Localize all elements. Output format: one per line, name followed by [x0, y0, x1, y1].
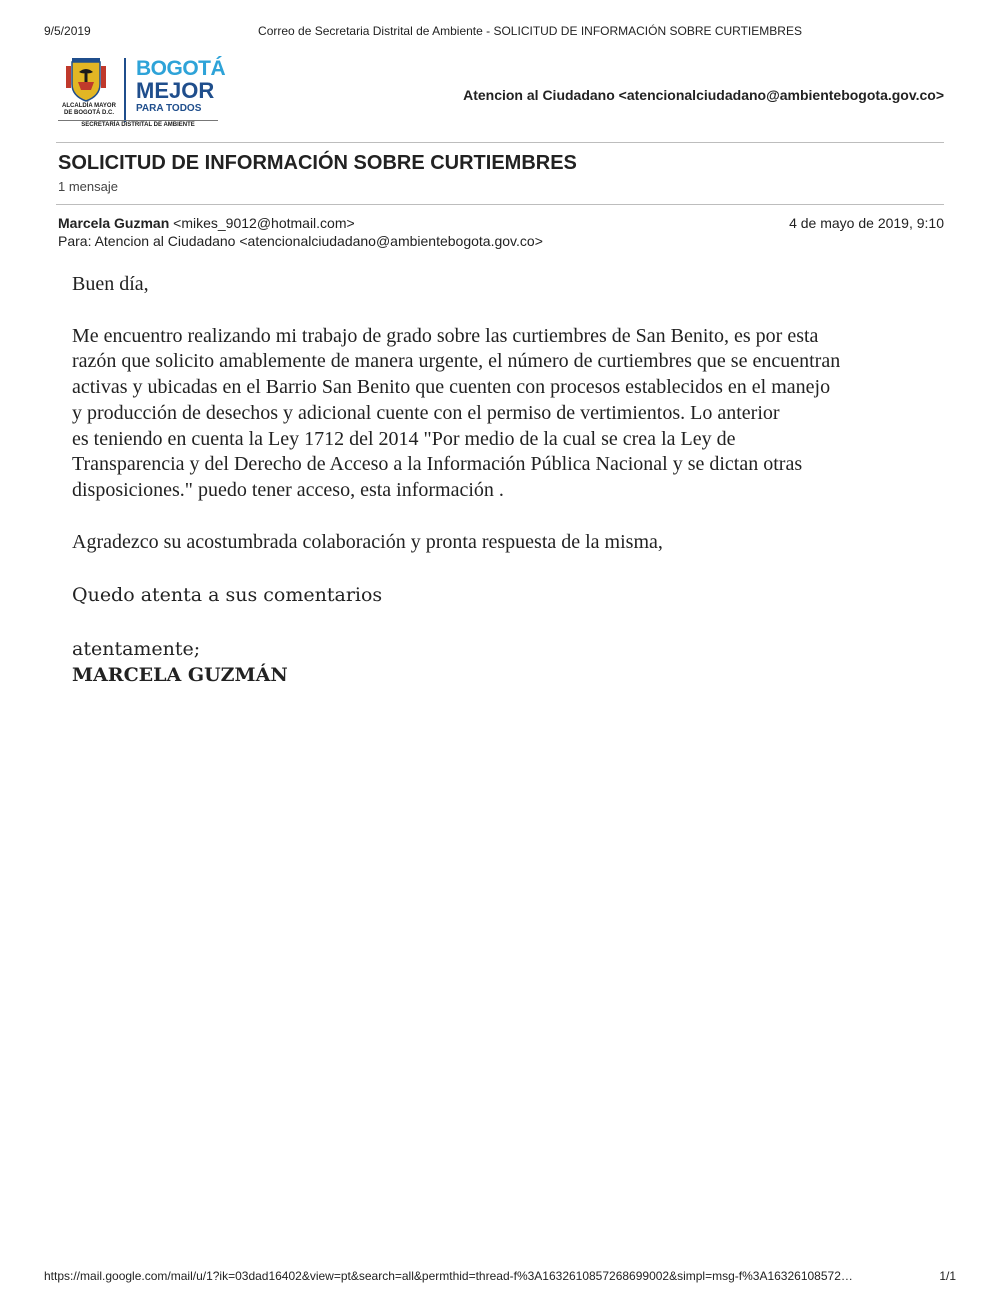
greeting: Buen día, [72, 273, 149, 295]
sda-logo [58, 56, 226, 130]
sender-name: Marcela Guzman [58, 215, 170, 231]
divider-message [56, 204, 944, 205]
signature: MARCELA GUZMÁN [72, 663, 288, 686]
secretaria-text: SECRETARÍA DISTRITAL DE AMBIENTE [58, 120, 218, 128]
body-line: disposiciones." puedo tener acceso, esta información . [72, 478, 504, 501]
footer-url: https://mail.google.com/mail/u/1?ik=03dad16402&view=pt&search=all&permthid=thread-f%3A1632610857268699002&simpl=msg-f%3A16326108572… [44, 1269, 853, 1283]
body-line: razón que solicito amablemente de manera urgente, el número de curtiembres que se encuentran [72, 350, 841, 373]
body-paragraph [72, 324, 932, 504]
body-line: y producción de desechos y adicional cuente con el permiso de vertimientos. Lo anterior [72, 401, 780, 424]
alcaldia-line2: DE BOGOTÁ D.C. [63, 110, 114, 116]
alcaldia-line1: ALCALDÍA MAYOR [62, 103, 116, 109]
para-todos-wordmark: PARA TODOS [136, 103, 202, 114]
body-line: es teniendo en cuenta la Ley 1712 del 2014 "Por medio de la cual se crea la Ley de [72, 427, 736, 450]
body-line: Transparencia y del Derecho de Acceso a la Información Pública Nacional y se dictan otras [72, 453, 803, 476]
regards-line: atentamente; [72, 638, 201, 661]
logo-divider [124, 58, 126, 122]
mejor-wordmark: MEJOR [136, 78, 215, 103]
bogota-shield-icon [66, 58, 106, 102]
message-body [72, 272, 932, 688]
account-identity: Atencion al Ciudadano <atencionalciudadano@ambientebogota.gov.co> [463, 87, 944, 103]
message-recipient: Para: Atencion al Ciudadano <atencionalciudadano@ambientebogota.gov.co> [58, 233, 543, 249]
body-line: activas y ubicadas en el Barrio San Benito que cuenten con procesos establecidos en el manejo [72, 376, 831, 399]
message-date: 4 de mayo de 2019, 9:10 [789, 215, 944, 231]
message-sender [58, 215, 355, 231]
alcaldia-text [58, 103, 120, 117]
divider-top [56, 142, 944, 143]
print-date: 9/5/2019 [44, 24, 91, 38]
bogota-wordmark: BOGOTÁ [136, 57, 226, 80]
thread-subject: SOLICITUD DE INFORMACIÓN SOBRE CURTIEMBRES [58, 152, 577, 174]
closing-line: Quedo atenta a sus comentarios [72, 584, 383, 607]
message-count: 1 mensaje [58, 179, 118, 194]
sender-email: <mikes_9012@hotmail.com> [173, 215, 355, 231]
thanks-line: Agradezco su acostumbrada colaboración y pronta respuesta de la misma, [72, 530, 663, 553]
print-title: Correo de Secretaria Distrital de Ambiente - SOLICITUD DE INFORMACIÓN SOBRE CURTIEMBRES [258, 24, 802, 38]
body-line: Me encuentro realizando mi trabajo de grado sobre las curtiembres de San Benito, es por esta [72, 324, 819, 347]
page-number: 1/1 [939, 1269, 956, 1283]
